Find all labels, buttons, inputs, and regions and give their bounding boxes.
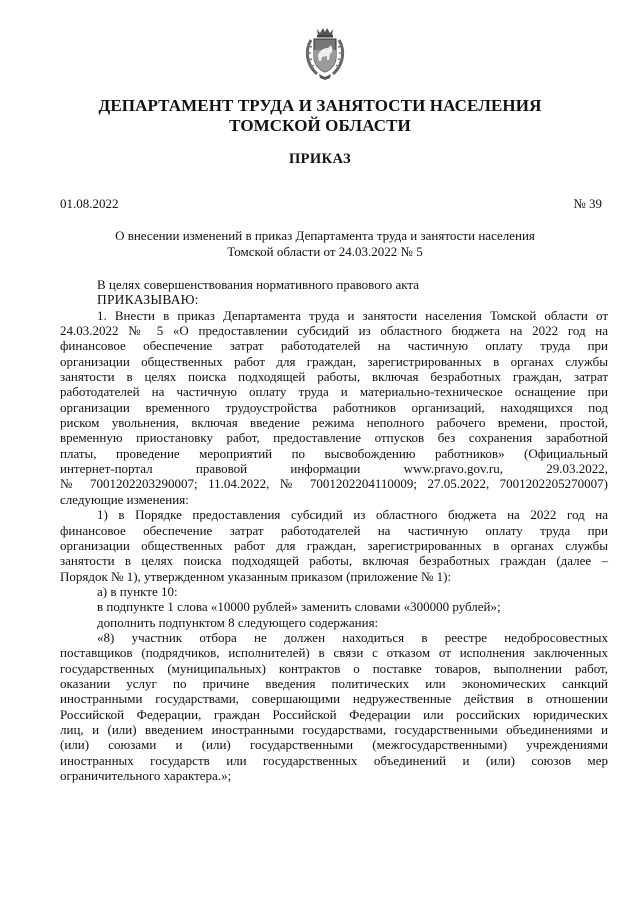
document-type-title: ПРИКАЗ <box>288 151 352 167</box>
body-line: организации общественных работ для граждан, зарегистрированных в органах службы <box>60 537 608 553</box>
body-line: 1) в Порядке предоставления субсидий из областного бюджета на 2022 год на <box>97 507 608 523</box>
body-line: организации общественных работ для граждан, зарегистрированных в органах службы <box>60 353 608 369</box>
body-line: финансовое обеспечение затрат работодателей на частичную оплату труда при <box>60 338 608 354</box>
body-line: лиц, и (или) введением иностранными государствами, государственными объединениями и <box>60 721 608 737</box>
organization-name-line-1: ДЕПАРТАМЕНТ ТРУДА И ЗАНЯТОСТИ НАСЕЛЕНИЯ <box>98 96 542 115</box>
document-number: № 39 <box>573 196 602 211</box>
body-line: В целях совершенствования нормативного правового акта <box>97 277 420 292</box>
body-line: 1. Внести в приказ Департамента труда и занятости населения Томской области от <box>97 307 608 323</box>
body-line: 24.03.2022 № 5 «О предоставлении субсидий из областного бюджета на 2022 год на <box>60 323 608 339</box>
body-line: оказании услуг по причине введения политических или экономических санкций <box>60 675 608 691</box>
body-line: риском увольнения, включая введение режима неполного рабочего времени, простой, <box>60 415 608 431</box>
body-line: (или) союзами и (или) государственными (межгосударственными) учреждениями <box>60 737 608 753</box>
body-line: иностранных государств или государственных объединений и (или) союзов мер <box>60 752 608 768</box>
body-line: государственных (муниципальных) контрактов о поставке товаров, выполнении работ, <box>60 660 608 676</box>
body-line: платы, проведение мероприятий по высвобождению работников» (Официальный <box>60 445 608 461</box>
body-line: Порядок № 1), утвержденном указанным приказом (приложение № 1): <box>60 568 452 584</box>
body-line: иностранными государствами, совершающими недружественные действия в отношении <box>60 691 608 707</box>
body-line: № 7001202203290007; 11.04.2022, № 7001202204110009; 27.05.2022, 7001202205270007) <box>60 476 608 492</box>
coat-of-arms-icon <box>303 26 347 80</box>
subject-line-1: О внесении изменений в приказ Департамента труда и занятости населения <box>115 228 535 243</box>
body-line: а) в пункте 10: <box>97 583 178 599</box>
organization-name-line-2: ТОМСКОЙ ОБЛАСТИ <box>229 116 411 135</box>
body-line: «8) участник отбора не должен находиться в реестре недобросовестных <box>97 629 608 645</box>
body-line: занятости в целях поиска подходящей работы, включая безработных граждан, затрат <box>60 369 608 385</box>
document-date: 01.08.2022 <box>60 196 119 211</box>
body-line: дополнить подпунктом 8 следующего содержания: <box>97 614 379 630</box>
body-line: Российской Федерации, граждан Российской Федерации или российских юридических <box>60 706 608 722</box>
body-line-order-word: ПРИКАЗЫВАЮ: <box>97 292 199 308</box>
body-line: следующие изменения: <box>60 491 189 507</box>
body-line: работодателей на частичную оплату труда и материально-техническое оснащение при <box>60 384 608 400</box>
body-line: ограничительного характера.»; <box>60 768 232 783</box>
document-subject <box>60 228 590 259</box>
body-line: поставщиков (подрядчиков, исполнителей) в связи с отказом от исполнения заключенных <box>60 645 608 661</box>
body-line: занятости в целях поиска подходящей работы, включая безработных граждан (далее – <box>60 553 608 569</box>
body-line: интернет-портал правовой информации www.pravo.gov.ru, 29.03.2022, <box>60 461 608 477</box>
body-line: финансовое обеспечение затрат работодателей на частичную оплату труда при <box>60 522 608 538</box>
document-body <box>60 277 608 783</box>
body-line: организации временного трудоустройства работников организаций, находящихся под <box>60 399 608 415</box>
body-line: временную приостановку работ, предоставление отпусков без сохранения заработной <box>60 430 608 446</box>
body-line: в подпункте 1 слова «10000 рублей» заменить словами «300000 рублей»; <box>97 599 501 615</box>
subject-line-2: Томской области от 24.03.2022 № 5 <box>227 243 423 259</box>
